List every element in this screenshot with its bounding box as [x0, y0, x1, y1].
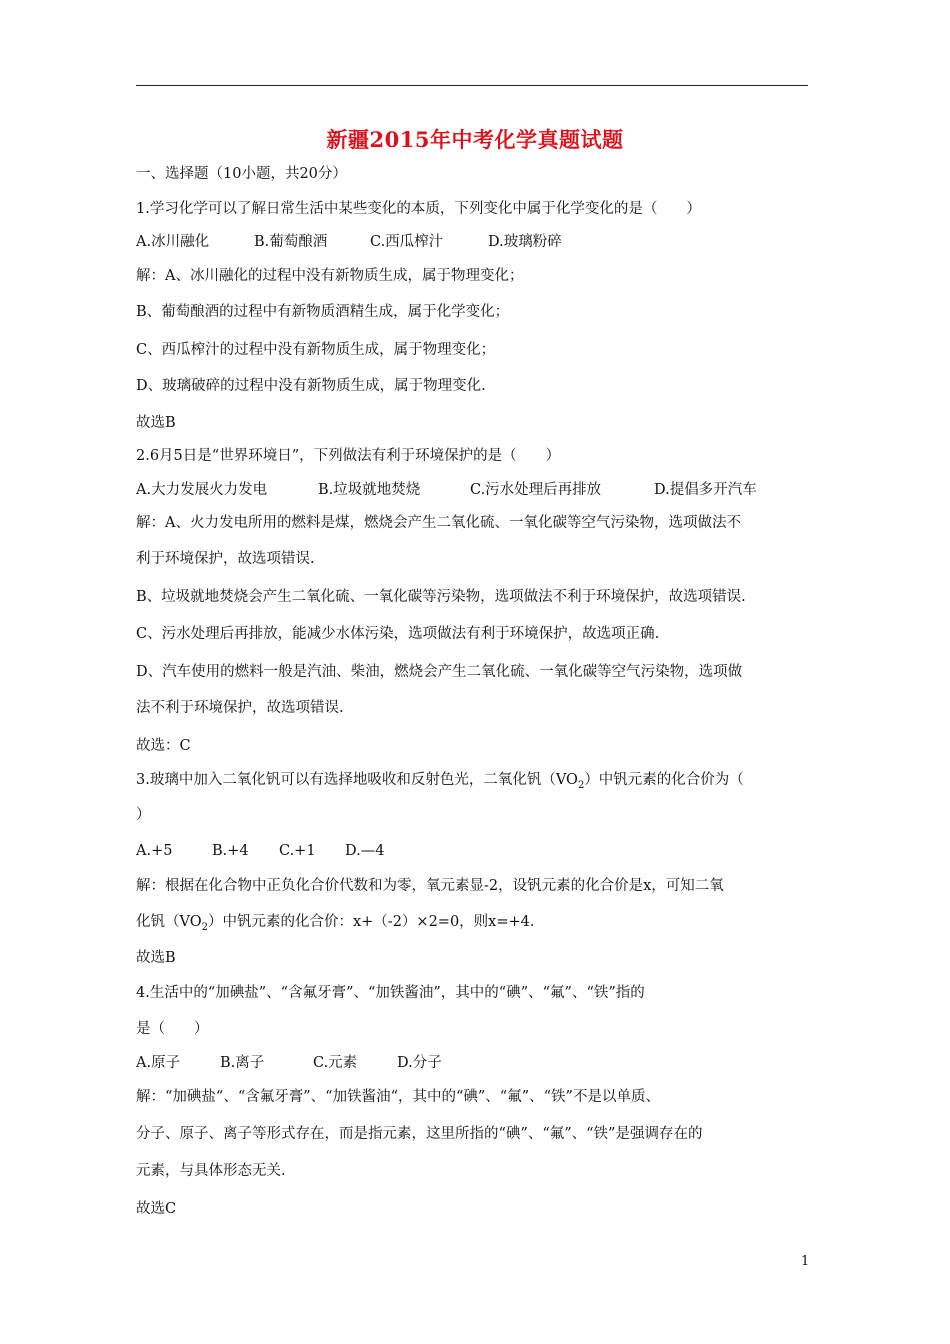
- q3-stem-text: ）中钒元素的化合价为（: [584, 772, 744, 788]
- q3-solution-text: ）中钒元素的化合价：x+（-2）×2=0，则x=+4.: [207, 914, 535, 930]
- header-rule: [136, 85, 808, 86]
- q2-solution-line: 利于环境保护，故选项错误.: [136, 551, 315, 567]
- q2-solution-line: 解：A、火力发电所用的燃料是煤，燃烧会产生二氧化硫、一氧化碳等空气污染物，选项做法不: [136, 515, 741, 531]
- page-number: 1: [801, 1254, 810, 1269]
- q4-solution-line: 分子、原子、离子等形式存在，而是指元素，这里所指的“碘”、“氟”、“铁”是强调存在的: [136, 1126, 703, 1142]
- q3-option-a: A.+5: [136, 843, 173, 859]
- q3-options: [136, 841, 384, 861]
- q1-solution-line: C、西瓜榨汁的过程中没有新物质生成，属于物理变化；: [136, 342, 496, 358]
- q1-option-a: A.冰川融化: [136, 234, 210, 250]
- q3-stem-continued: ）: [136, 807, 151, 823]
- q4-answer: 故选C: [136, 1201, 177, 1217]
- q2-solution-line: B、垃圾就地焚烧会产生二氧化硫、一氧化碳等污染物，选项做法不利于环境保护，故选项错误.: [136, 589, 746, 605]
- q1-options: [136, 232, 562, 252]
- q3-solution-line: [136, 912, 535, 938]
- subscript: 2: [201, 921, 208, 933]
- q2-option-b: B.垃圾就地焚烧: [318, 482, 421, 498]
- q4-solution-line: 解：“加碘盐“、“含氟牙膏”、“加铁酱油“，其中的“碘”、“氟”、“铁”不是以单质、: [136, 1089, 660, 1105]
- q4-option-a: A.原子: [136, 1055, 181, 1071]
- q2-option-a: A.大力发展火力发电: [136, 482, 268, 498]
- q3-stem: [136, 770, 744, 796]
- q1-stem: 1.学习化学可以了解日常生活中某些变化的本质，下列变化中属于化学变化的是（ ）: [136, 201, 701, 217]
- q2-stem: 2.6月5日是“世界环境日”，下列做法有利于环境保护的是（ ）: [136, 448, 561, 464]
- q1-option-b: B.葡萄酿酒: [254, 234, 328, 250]
- q3-option-c: C.+1: [279, 843, 316, 859]
- q3-solution-text: 化钒（VO: [136, 914, 202, 930]
- page-title: 新疆2015年中考化学真题试题: [326, 127, 624, 152]
- subscript: 2: [577, 779, 585, 791]
- q1-solution-line: B、葡萄酿酒的过程中有新物质酒精生成，属于化学变化；: [136, 304, 510, 320]
- q3-option-b: B.+4: [212, 843, 249, 859]
- q2-solution-line: D、汽车使用的燃料一般是汽油、柴油，燃烧会产生二氧化硫、一氧化碳等空气污染物，选项做: [136, 664, 743, 680]
- section-heading: 一、选择题（10小题，共20分）: [136, 166, 347, 182]
- q4-options: [136, 1053, 442, 1073]
- q2-solution-line: C、污水处理后再排放，能减少水体污染，选项做法有利于环境保护，故选项正确.: [136, 626, 660, 642]
- q1-solution-line: 解：A、冰川融化的过程中没有新物质生成，属于物理变化；: [136, 268, 524, 284]
- q1-option-d: D.玻璃粉碎: [488, 234, 562, 250]
- q3-stem-text: 3.玻璃中加入二氧化钒可以有选择地吸收和反射色光，二氧化钒（VO: [136, 772, 578, 788]
- q1-option-c: C.西瓜榨汁: [370, 234, 444, 250]
- q4-stem-continued: 是（ ）: [136, 1021, 209, 1037]
- q3-solution-line: 解：根据在化合物中正负化合价代数和为零，氧元素显-2，设钒元素的化合价是x，可知二氧: [136, 878, 724, 894]
- q1-answer: 故选B: [136, 415, 176, 431]
- q4-solution-line: 元素，与具体形态无关.: [136, 1163, 286, 1179]
- q4-stem: 4.生活中的“加碘盐”、“含氟牙膏”、“加铁酱油”，其中的“碘”、“氟”、“铁”指的: [136, 985, 645, 1001]
- q2-options: [136, 480, 757, 500]
- q3-option-d: D.—4: [345, 843, 385, 859]
- q4-option-b: B.离子: [220, 1055, 265, 1071]
- q1-solution-line: D、玻璃破碎的过程中没有新物质生成，属于物理变化.: [136, 378, 486, 394]
- q3-answer: 故选B: [136, 950, 176, 966]
- q2-answer: 故选：C: [136, 738, 191, 754]
- q2-option-d: D.提倡多开汽车: [654, 482, 757, 498]
- q2-option-c: C.污水处理后再排放: [470, 482, 602, 498]
- q4-option-d: D.分子: [397, 1055, 442, 1071]
- q2-solution-line: 法不利于环境保护，故选项错误.: [136, 700, 344, 716]
- q4-option-c: C.元素: [313, 1055, 358, 1071]
